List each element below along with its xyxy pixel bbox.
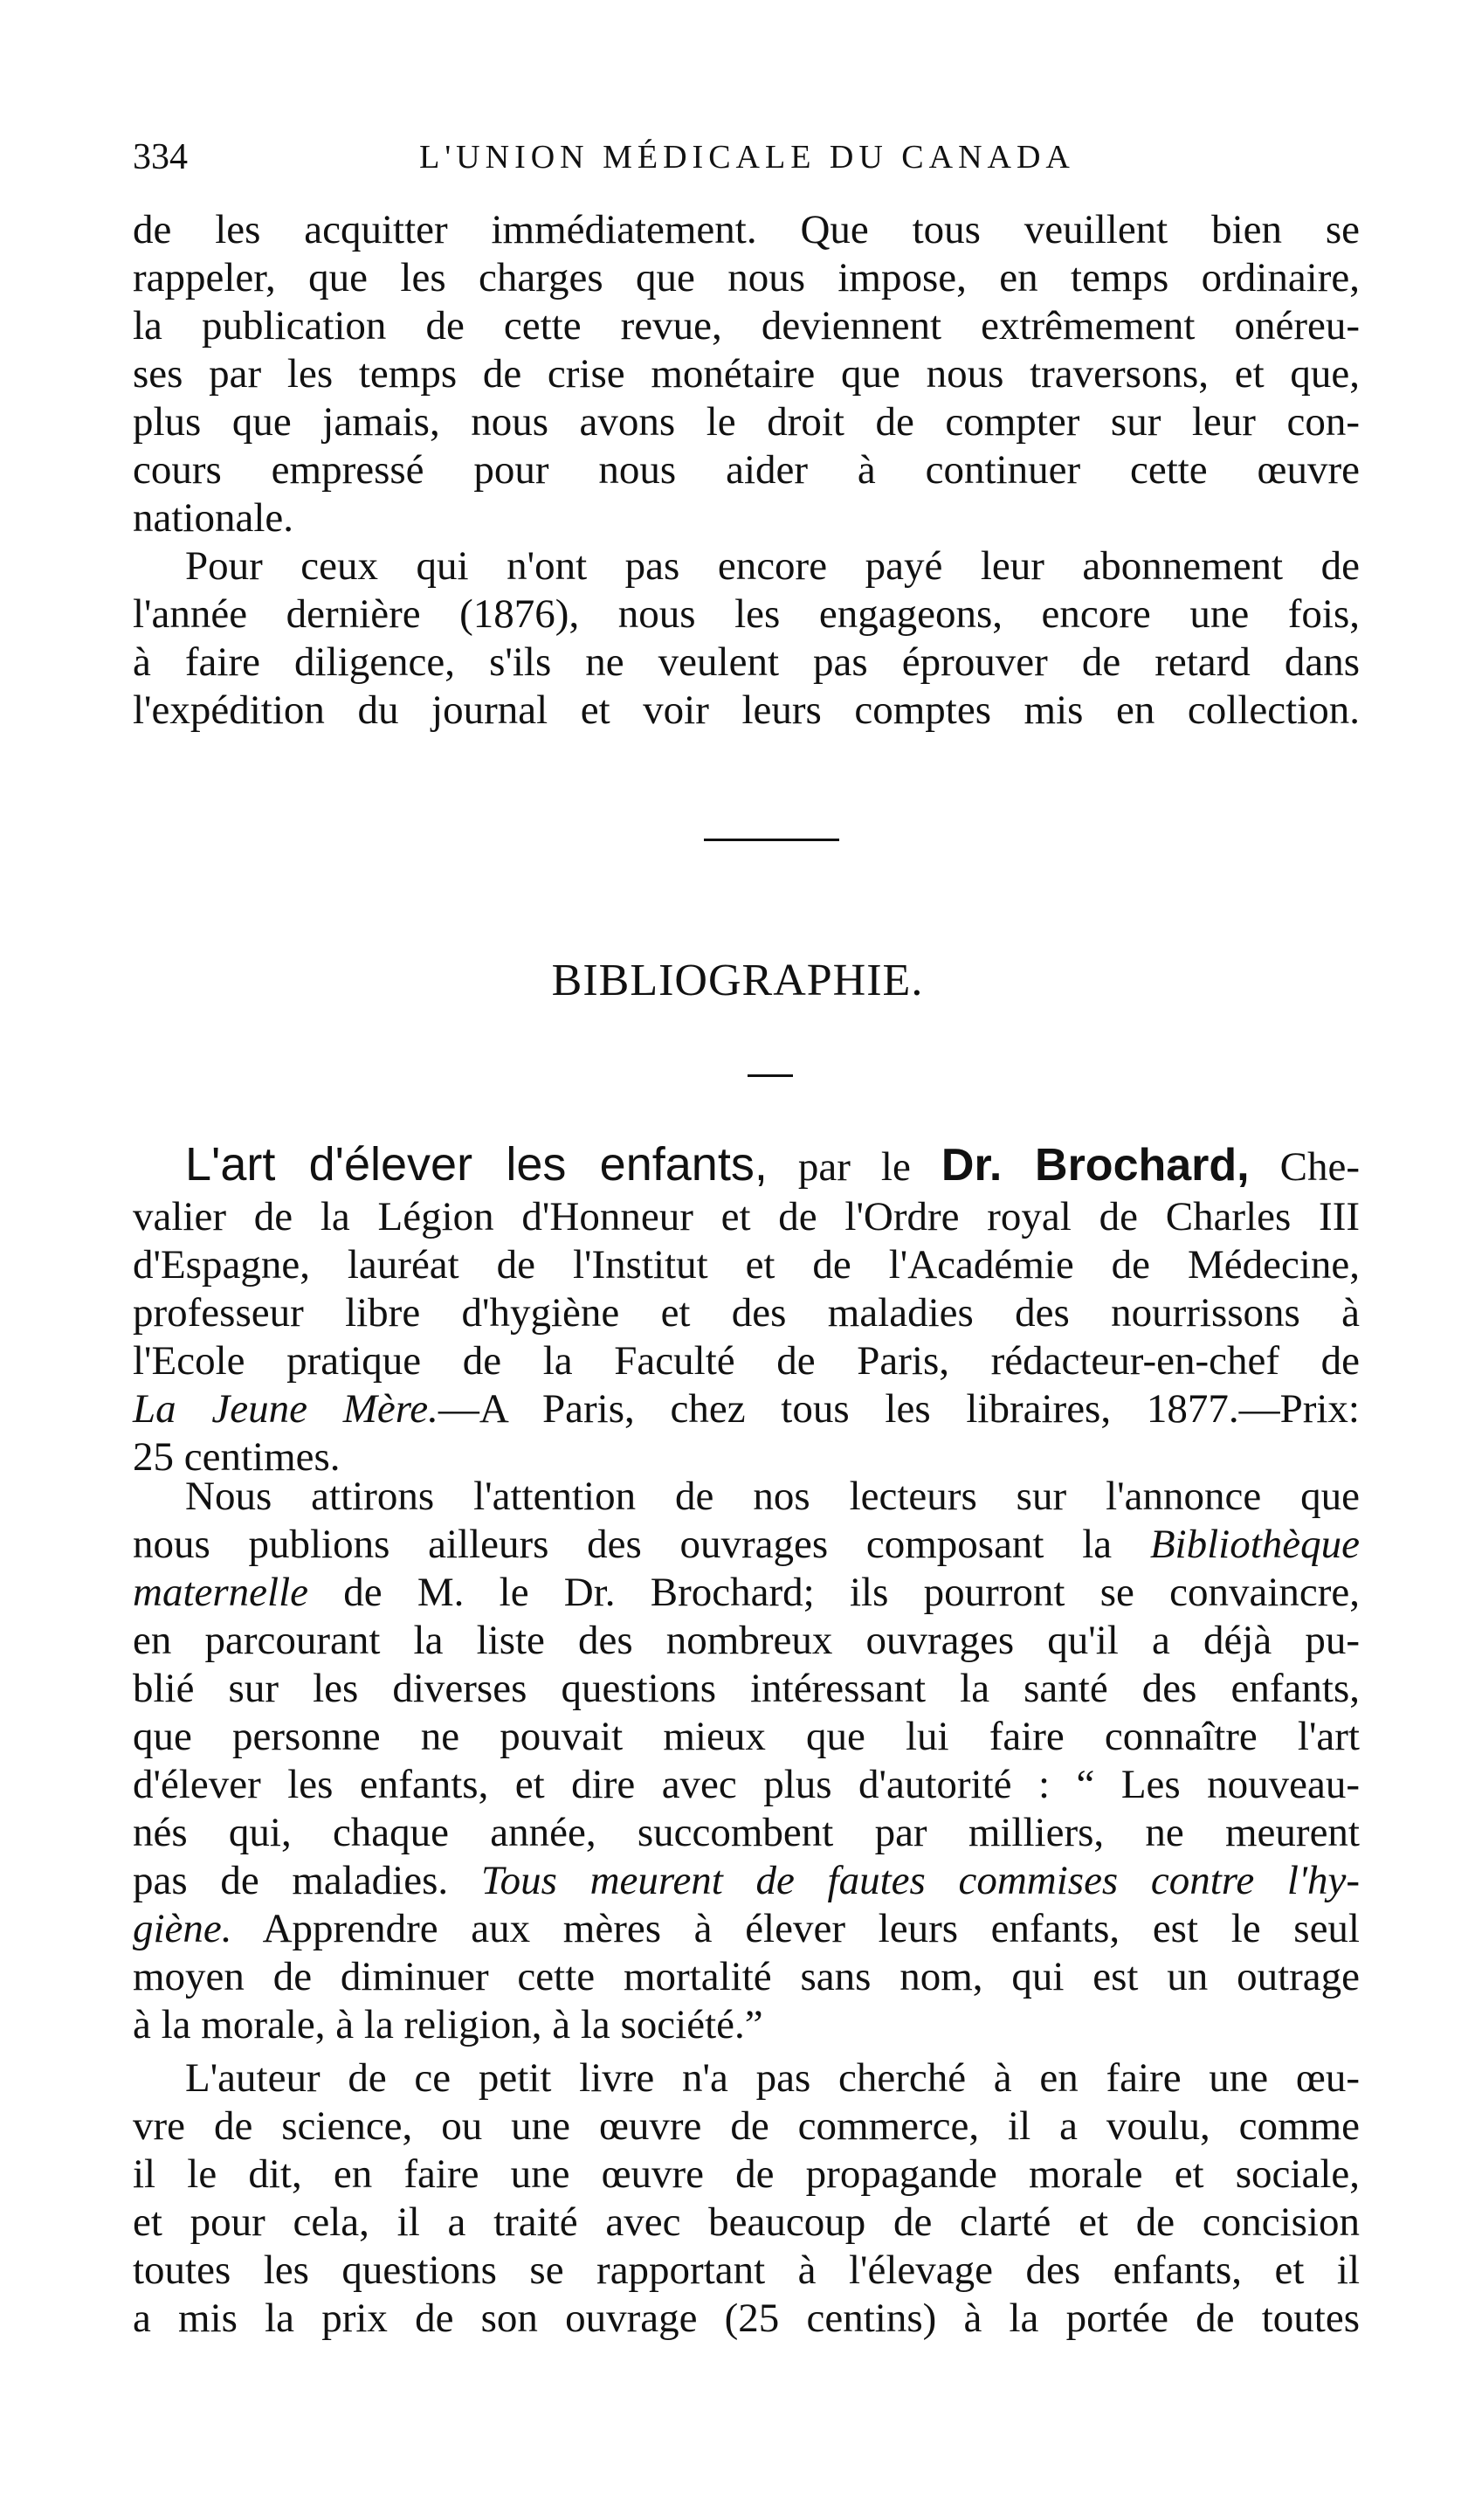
periodical-title: La Jeune Mère. <box>133 1386 438 1432</box>
text-line: en parcourant la liste des nombreux ouvrages qu'il a déjà pu- <box>133 1618 1360 1663</box>
series-title: Bibliothèque <box>1149 1522 1360 1567</box>
text-line: l'expédition du journal et voir leurs comptes mis en collection. <box>133 687 1360 733</box>
section-heading: BIBLIOGRAPHIE. <box>551 956 924 1005</box>
review-paragraph-2 <box>133 2054 1360 2343</box>
text-line <box>133 1857 1360 1905</box>
intro-paragraph-2 <box>133 542 1360 735</box>
text-line: cours empressé pour nous aider à continuer cette œuvre <box>133 447 1360 493</box>
text-line: nés qui, chaque année, succombent par milliers, ne meurent <box>133 1810 1360 1855</box>
text-line: vre de science, ou une œuvre de commerce, il a voulu, comme <box>133 2103 1360 2149</box>
text-line <box>133 1569 1360 1617</box>
text-line: nationale. <box>133 495 294 541</box>
text-line: Pour ceux qui n'ont pas encore payé leur abonnement de <box>185 543 1360 589</box>
series-title-continued: maternelle <box>133 1570 308 1615</box>
text-line: à faire diligence, s'ils ne veulent pas éprouver de retard dans <box>133 639 1360 685</box>
text-line: de les acquitter immédiatement. Que tous veuillent bien se <box>133 207 1360 252</box>
text-line: que personne ne pouvait mieux que lui faire connaître l'art <box>133 1714 1360 1759</box>
text-line: moyen de diminuer cette mortalité sans nom, qui est un outrage <box>133 1954 1360 1999</box>
text-line: la publication de cette revue, deviennent extrêmement onéreu- <box>133 303 1360 349</box>
book-entry-first-line <box>133 1136 1360 1193</box>
section-divider-rule <box>704 839 839 841</box>
text-line: l'année dernière (1876), nous les engageons, encore une fois, <box>133 591 1360 637</box>
text-line: L'auteur de ce petit livre n'a pas cherché à en faire une œu- <box>185 2055 1360 2101</box>
text-segment: nous publions ailleurs des ouvrages composant la <box>133 1522 1113 1567</box>
text-line: ses par les temps de crise monétaire que nous traversons, et que, <box>133 351 1360 397</box>
text-line: Nous attirons l'attention de nos lecteurs sur l'annonce que <box>185 1474 1360 1519</box>
text-line: d'élever les enfants, et dire avec plus d'autorité : “ Les nouveau- <box>133 1762 1360 1807</box>
book-price: 25 centimes. <box>133 1434 341 1480</box>
text-line: l'Ecole pratique de la Faculté de Paris, rédacteur-en-chef de <box>133 1338 1360 1384</box>
review-paragraph-1 <box>133 1473 1360 2049</box>
book-author-continued: Che- <box>1279 1144 1361 1190</box>
text-line: il le dit, en faire une œuvre de propagande morale et sociale, <box>133 2151 1360 2197</box>
text-line: plus que jamais, nous avons le droit de compter sur leur con- <box>133 399 1360 445</box>
book-imprint: —A Paris, chez tous les libraires, 1877.—Prix: <box>438 1386 1360 1432</box>
text-segment: pas de maladies. <box>133 1858 449 1903</box>
text-line <box>133 1521 1360 1569</box>
book-entry <box>133 1136 1360 1481</box>
text-line <box>133 1905 1360 1953</box>
short-divider-rule <box>748 1074 793 1077</box>
text-line: d'Espagne, lauréat de l'Institut et de l'Académie de Médecine, <box>133 1242 1360 1288</box>
text-line: professeur libre d'hygiène et des maladies des nourrissons à <box>133 1290 1360 1336</box>
book-by: par le <box>797 1144 911 1190</box>
book-title: L'art d'élever les enfants, <box>185 1138 768 1191</box>
text-line: a mis la prix de son ouvrage (25 centins) à la portée de toutes <box>133 2296 1360 2341</box>
text-line: rappeler, que les charges que nous impose, en temps ordinaire, <box>133 255 1360 300</box>
page-number: 334 <box>133 137 188 177</box>
text-line: et pour cela, il a traité avec beaucoup de clarté et de concision <box>133 2199 1360 2245</box>
running-head <box>133 131 1361 183</box>
text-line: à la morale, à la religion, à la société.” <box>133 2002 763 2047</box>
quotation-emphasis: Tous meurent de fautes commises contre l'hy- <box>480 1858 1360 1903</box>
text-segment: de M. le Dr. Brochard; ils pourront se convaincre, <box>343 1570 1361 1615</box>
text-line: blié sur les diverses questions intéressant la santé des enfants, <box>133 1666 1360 1711</box>
book-author: Dr. Brochard, <box>941 1140 1250 1191</box>
quotation-emphasis: giène. <box>133 1906 232 1951</box>
intro-paragraph-1 <box>133 206 1360 542</box>
book-imprint-line <box>133 1385 1360 1433</box>
journal-title: L'UNION MÉDICALE DU CANADA <box>419 139 1075 176</box>
text-line: valier de la Légion d'Honneur et de l'Ordre royal de Charles III <box>133 1194 1360 1239</box>
text-line: toutes les questions se rapportant à l'élevage des enfants, et il <box>133 2247 1360 2293</box>
text-segment: Apprendre aux mères à élever leurs enfants, est le seul <box>262 1906 1360 1951</box>
